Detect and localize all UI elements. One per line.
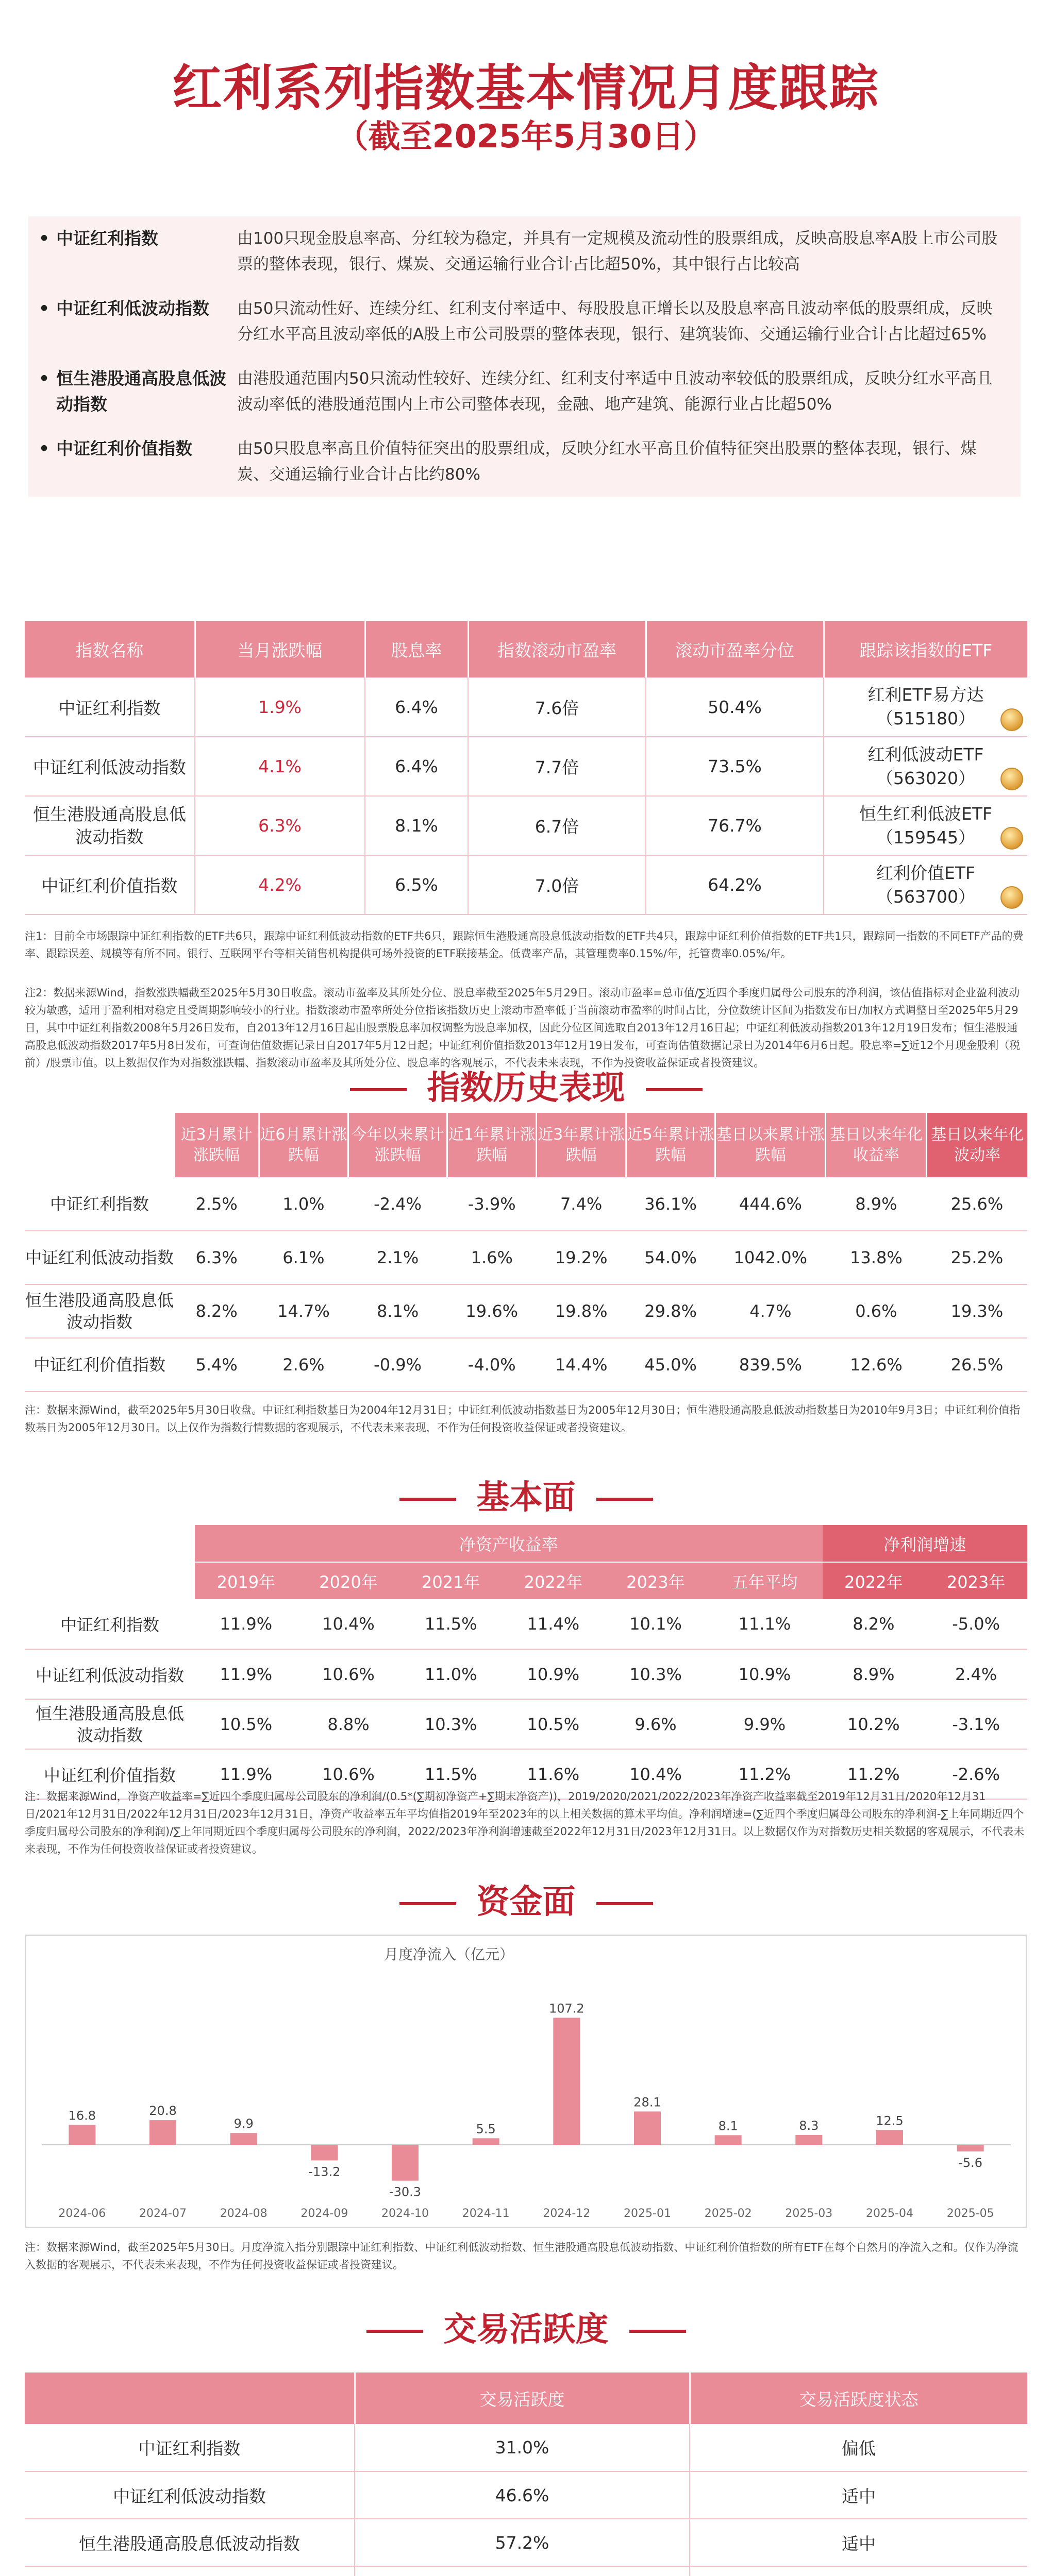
x-tick-label: 2024-07 — [139, 2207, 187, 2220]
col-header: 近6月累计涨跌幅 — [259, 1113, 348, 1177]
etf-name: 红利ETF易方达 — [867, 685, 984, 705]
col-header: 基日以来年化波动率 — [927, 1113, 1027, 1177]
cell: 29.8% — [626, 1284, 715, 1338]
chart-title: 月度净流入（亿元） — [383, 1946, 514, 1963]
table-row — [25, 1699, 1027, 1749]
cell: 25.2% — [927, 1231, 1027, 1284]
bullet-icon: • — [39, 298, 50, 318]
index-name: 中证红利低波动指数 — [25, 2471, 355, 2519]
col-header — [25, 2372, 355, 2424]
data-label: -13.2 — [308, 2164, 341, 2179]
bar-2025-04 — [876, 2130, 903, 2145]
table-row — [25, 677, 1027, 737]
cell: 10.5% — [502, 1699, 605, 1749]
table-row — [25, 2424, 1027, 2471]
cell: 25.6% — [927, 1177, 1027, 1231]
cell: 10.6% — [297, 1649, 400, 1699]
cell: 1.6% — [447, 1231, 537, 1284]
table-row — [25, 2566, 1027, 2576]
overview-header-row — [25, 621, 1027, 677]
cell: 1042.0% — [715, 1231, 826, 1284]
index-name: 恒生港股通高股息低波动指数 — [25, 2519, 355, 2566]
cell: 11.9% — [195, 1649, 297, 1699]
index-name — [25, 2566, 355, 2576]
activity-value: 46.6% — [355, 2471, 690, 2519]
table-row — [25, 1231, 1027, 1284]
dividend-yield: 6.4% — [365, 677, 468, 737]
cell: 8.1% — [348, 1284, 447, 1338]
year-header: 五年平均 — [707, 1562, 822, 1599]
pe-percentile: 64.2% — [646, 855, 824, 914]
index-name: 中证红利指数 — [25, 1177, 174, 1231]
cell: 2.4% — [925, 1649, 1027, 1699]
etf-cell — [824, 796, 1027, 855]
desc-name — [28, 296, 237, 347]
table-row — [25, 855, 1027, 914]
table-row — [25, 2519, 1027, 2566]
monthly-change: 1.9% — [195, 677, 365, 737]
data-label: 8.1 — [718, 2119, 738, 2133]
cell: -2.6% — [925, 1749, 1027, 1799]
cell: -0.9% — [348, 1338, 447, 1392]
cell: 11.5% — [399, 1749, 502, 1799]
cell: 10.9% — [707, 1649, 822, 1699]
activity-value: 57.2% — [355, 2519, 690, 2566]
index-name: 中证红利指数 — [25, 2424, 355, 2471]
activity-status — [690, 2566, 1027, 2576]
bar-2025-01 — [634, 2111, 661, 2145]
index-name: 中证红利低波动指数 — [25, 737, 195, 796]
data-label: 16.8 — [68, 2108, 96, 2123]
roe-header: 净资产收益率 — [195, 1525, 823, 1562]
overview-note-2: 注2：数据来源Wind，指数涨跌幅截至2025年5月30日收盘。滚动市盈率及其所处分位、股息率截至2025年5月29日。滚动市盈率=总市值/∑近四个季度归属母公司股东的净利润，该估值指标对企业盈利波动较为敏感，适用于盈利相对稳定且受周期影响较小的行业。指数滚动市盈率所处分位指该指数历史上滚动市盈率低于当前滚动市盈率的时间占比，分位数统计区间为指数发布日/加权方式调整日至2025年5月29日，其中中证红利指数2008年5月26日发布，自2013年12月16日起由股票股息率加权调整为股息率加权，因此分位区间选取自2013年12月16日起；中证红利低波动指数2013年12月19日发布；恒生港股通高股息低波动指数2017年5月8日发布，可查询估值数据记录日自2017年5月12日起；中证红利价值指数2013年12月19日发布，可查询估值数据记录日为2014年6月6日起。股息率=∑近12个月现金股利（税前）/股票市值。以上数据仅作为对指数涨跌幅、指数滚动市盈率及其所处分位、股息率的客观展示，不代表未来表现，不作为投资收益保证或者投资建议。 — [25, 987, 1021, 1069]
index-name: 恒生港股通高股息低波动指数 — [25, 796, 195, 855]
col-header: 跟踪该指数的ETF — [824, 621, 1027, 677]
table-row — [25, 2471, 1027, 2519]
col-header: 今年以来累计涨跌幅 — [348, 1113, 447, 1177]
cell: 11.0% — [399, 1649, 502, 1699]
fundamentals-table — [25, 1525, 1027, 1800]
cell: 10.1% — [605, 1599, 707, 1649]
funds-section-title: 资金面 — [0, 1875, 1052, 1923]
index-name: 恒生港股通高股息低波动指数 — [25, 1284, 174, 1338]
page-subtitle: （截至2025年5月30日） — [336, 117, 716, 155]
activity-section-title: 交易活跃度 — [0, 2303, 1052, 2350]
data-label: 107.2 — [548, 2001, 585, 2016]
index-name: 中证红利价值指数 — [25, 1749, 195, 1799]
data-label: 28.1 — [633, 2095, 661, 2110]
net-inflow-svg — [26, 1936, 1026, 2227]
cell: 10.9% — [502, 1649, 605, 1699]
cell: -2.4% — [348, 1177, 447, 1231]
year-header: 2022年 — [502, 1562, 605, 1599]
history-note: 注：数据来源Wind，截至2025年5月30日收盘。中证红利指数基日为2004年12月31日；中证红利低波动指数基日为2005年12月30日；恒生港股通高股息低波动指数基日为2010年9月3日；中证红利价值指数基日为2005年12月30日。以上仅作为指数行情数据的客观展示，不代表未来表现，不作为任何投资收益保证或者投资建议。 — [25, 1404, 1021, 1434]
table-row — [25, 1284, 1027, 1338]
bar-2024-12 — [553, 2018, 580, 2145]
col-header: 近3月累计涨跌幅 — [174, 1113, 259, 1177]
x-tick-label: 2025-05 — [946, 2207, 994, 2220]
index-name: 中证红利价值指数 — [25, 1338, 174, 1392]
cell: 11.2% — [823, 1749, 925, 1799]
fundamentals-section-title: 基本面 — [0, 1471, 1052, 1518]
cell: 7.4% — [537, 1177, 626, 1231]
col-header: 近3年累计涨跌幅 — [537, 1113, 626, 1177]
x-tick-label: 2024-09 — [300, 2207, 348, 2220]
cell: 4.7% — [715, 1284, 826, 1338]
x-tick-label: 2024-11 — [462, 2207, 510, 2220]
cell: -3.1% — [925, 1699, 1027, 1749]
year-header: 2019年 — [195, 1562, 297, 1599]
year-header: 2020年 — [297, 1562, 400, 1599]
col-header: 指数滚动市盈率 — [468, 621, 646, 677]
cell: 839.5% — [715, 1338, 826, 1392]
corner-cell — [25, 1525, 195, 1599]
index-name: 中证红利指数 — [25, 1599, 195, 1649]
cell: 11.9% — [195, 1599, 297, 1649]
table-row — [25, 796, 1027, 855]
activity-status: 适中 — [690, 2471, 1027, 2519]
col-header: 股息率 — [365, 621, 468, 677]
cell: 6.1% — [259, 1231, 348, 1284]
cell: 10.4% — [605, 1749, 707, 1799]
overview-table — [25, 621, 1027, 915]
cell: 10.5% — [195, 1699, 297, 1749]
etf-name: 红利价值ETF — [876, 862, 975, 883]
cell: 1.0% — [259, 1177, 348, 1231]
cell: 11.6% — [502, 1749, 605, 1799]
index-name: 中证红利价值指数 — [25, 855, 195, 914]
col-header: 交易活跃度 — [355, 2372, 690, 2424]
overview-note-1: 注1：目前全市场跟踪中证红利指数的ETF共6只，跟踪中证红利低波动指数的ETF共6只，跟踪恒生港股通高股息低波动指数的ETF共4只，跟踪中证红利价值指数的ETF共1只，跟踪同一指数的不同ETF产品的费率、跟踪误差、规模等有所不同。银行、互联网平台等相关销售机构提供可场外投资的ETF联接基金。低费率产品，其管理费率0.15%/年，托管费率0.05%/年。 — [25, 930, 1024, 960]
pe-ratio: 7.7倍 — [468, 737, 646, 796]
cell: 19.2% — [537, 1231, 626, 1284]
dividend-yield: 6.5% — [365, 855, 468, 914]
monthly-change: 4.1% — [195, 737, 365, 796]
etf-name: 红利低波动ETF — [867, 744, 984, 765]
year-header: 2022年 — [823, 1562, 925, 1599]
cell: 6.3% — [174, 1231, 259, 1284]
desc-text: 由100只现金股息率高、分红较为稳定，并具有一定规模及流动性的股票组成，反映高股息率A股上市公司股票的整体表现，银行、煤炭、交通运输行业合计占比超50%，其中银行占比较高 — [237, 229, 998, 274]
net-inflow-chart — [25, 1935, 1027, 2228]
etf-cell — [824, 737, 1027, 796]
data-label: -30.3 — [389, 2184, 422, 2199]
cell: -5.0% — [925, 1599, 1027, 1649]
pe-ratio: 7.6倍 — [468, 677, 646, 737]
cell: 444.6% — [715, 1177, 826, 1231]
data-label: 9.9 — [233, 2116, 254, 2131]
bar-2024-08 — [230, 2133, 257, 2145]
index-name: 中证红利低波动指数 — [25, 1231, 174, 1284]
table-row — [25, 1599, 1027, 1649]
bar-2025-05 — [957, 2145, 984, 2151]
cell: 10.3% — [605, 1649, 707, 1699]
table-row — [25, 1338, 1027, 1392]
bar-2024-09 — [311, 2145, 338, 2160]
history-section-title: 指数历史表现 — [0, 1061, 1052, 1109]
desc-row — [28, 357, 1021, 427]
cell: 11.4% — [502, 1599, 605, 1649]
cell: 2.6% — [259, 1338, 348, 1392]
x-tick-label: 2025-04 — [866, 2207, 913, 2220]
col-header: 近5年累计涨跌幅 — [626, 1113, 715, 1177]
dividend-yield: 6.4% — [365, 737, 468, 796]
cell: 5.4% — [174, 1338, 259, 1392]
table-row — [25, 1177, 1027, 1231]
x-tick-label: 2025-01 — [624, 2207, 671, 2220]
data-label: 20.8 — [149, 2104, 177, 2119]
x-tick-label: 2024-08 — [220, 2207, 268, 2220]
history-header-row — [25, 1113, 1027, 1177]
data-label: -5.6 — [958, 2155, 983, 2170]
table-row — [25, 1649, 1027, 1699]
bar-2025-02 — [715, 2135, 742, 2145]
activity-header-row — [25, 2372, 1027, 2424]
cell: 19.8% — [537, 1284, 626, 1338]
monthly-change: 4.2% — [195, 855, 365, 914]
etf-code: （563700） — [876, 886, 975, 907]
desc-name — [28, 436, 237, 487]
year-header: 2023年 — [925, 1562, 1027, 1599]
cell: 14.7% — [259, 1284, 348, 1338]
pe-ratio: 6.7倍 — [468, 796, 646, 855]
desc-text: 由50只流动性好、连续分红、红利支付率适中、每股股息正增长以及股息率高且波动率低的股票组成，反映分红水平高且波动率低的A股上市公司股票的整体表现，银行、建筑装饰、交通运输行业合计占比超过65% — [237, 299, 993, 344]
x-tick-label: 2024-10 — [381, 2207, 429, 2220]
activity-value — [355, 2566, 690, 2576]
desc-text: 由港股通范围内50只流动性较好、连续分红、红利支付率适中且波动率较低的股票组成，反映分红水平高且波动率低的港股通范围内上市公司整体表现，金融、地产建筑、能源行业占比超50% — [237, 369, 993, 414]
cell: 10.2% — [823, 1699, 925, 1749]
cell: 2.1% — [348, 1231, 447, 1284]
desc-name — [28, 226, 237, 277]
cell: 14.4% — [537, 1338, 626, 1392]
etf-code: （515180） — [876, 708, 975, 728]
cell: 8.8% — [297, 1699, 400, 1749]
cell: 13.8% — [826, 1231, 927, 1284]
bar-2024-07 — [149, 2120, 176, 2145]
cell: 54.0% — [626, 1231, 715, 1284]
col-header: 近1年累计涨跌幅 — [447, 1113, 537, 1177]
cell: 11.9% — [195, 1749, 297, 1799]
etf-cell — [824, 855, 1027, 914]
cell: 8.2% — [823, 1599, 925, 1649]
corner-cell — [25, 1113, 174, 1177]
cell: 0.6% — [826, 1284, 927, 1338]
bar-2024-11 — [473, 2138, 499, 2145]
bar-2024-06 — [69, 2125, 95, 2145]
index-name: 中证红利指数 — [25, 677, 195, 737]
bar-2025-03 — [795, 2135, 822, 2145]
cell: 12.6% — [826, 1338, 927, 1392]
cell: 8.9% — [823, 1649, 925, 1699]
page-title: 红利系列指数基本情况月度跟踪 — [172, 59, 880, 117]
cell: 9.9% — [707, 1699, 822, 1749]
desc-name-text: 中证红利指数 — [56, 228, 158, 248]
x-tick-label: 2025-03 — [785, 2207, 833, 2220]
cell: 26.5% — [927, 1338, 1027, 1392]
col-header: 基日以来累计涨跌幅 — [715, 1113, 826, 1177]
cell: 11.2% — [707, 1749, 822, 1799]
etf-name: 恒生红利低波ETF — [859, 803, 992, 824]
desc-row — [28, 286, 1021, 357]
col-header: 基日以来年化收益率 — [826, 1113, 927, 1177]
bar-2024-10 — [392, 2145, 419, 2181]
col-header: 当月涨跌幅 — [195, 621, 365, 677]
coin-icon — [1000, 768, 1023, 790]
pe-percentile: 76.7% — [646, 796, 824, 855]
index-name: 中证红利低波动指数 — [25, 1649, 195, 1699]
data-label: 8.3 — [799, 2118, 819, 2133]
cell: -4.0% — [447, 1338, 537, 1392]
fundamentals-note: 注：数据来源Wind，净资产收益率=∑近四个季度归属母公司股东的净利润/(0.5*(∑期初净资产+∑期末净资产))，2019/2020/2021/2022/2023年净资产收益率截至2019年12月31日/2020年12月31日/2021年12月31日/2022年12月31日/2023年12月31日，净资产收益率五年平均值指2019年至2023年的以上相关数据的算术平均值。净利润增速=(∑近四个季度归属母公司股东的净利润-∑上年同期近四个季度归属母公司股东的净利润)/∑上年同期近四个季度归属母公司股东的净利润，2022/2023年净利润增速截至2022年12月31日/2023年12月31日。以上数据仅作为对指数历史相关数据的客观展示，不代表未来表现，不作为任何投资收益保证或者投资建议。 — [25, 1790, 1025, 1855]
desc-text: 由50只股息率高且价值特征突出的股票组成，反映分红水平高且价值特征突出股票的整体表现，银行、煤炭、交通运输行业合计占比约80% — [237, 439, 977, 484]
desc-name-text: 恒生港股通高股息低波动指数 — [56, 368, 226, 414]
cell: 10.3% — [399, 1699, 502, 1749]
history-table — [25, 1113, 1027, 1392]
desc-row — [28, 427, 1021, 497]
desc-row — [28, 216, 1021, 286]
col-header: 交易活跃度状态 — [690, 2372, 1027, 2424]
x-tick-label: 2024-06 — [58, 2207, 106, 2220]
desc-name-text: 中证红利价值指数 — [56, 438, 192, 459]
funds-note: 注：数据来源Wind，截至2025年5月30日。月度净流入指分别跟踪中证红利指数、中证红利低波动指数、恒生港股通高股息低波动指数、中证红利价值指数的所有ETF在每个自然月的净流入之和。仅作为净流入数据的客观展示，不代表未来表现，不作为任何投资收益保证或者投资建议。 — [25, 2241, 1018, 2271]
etf-code: （563020） — [876, 768, 975, 788]
cell: 10.4% — [297, 1599, 400, 1649]
cell: 2.5% — [174, 1177, 259, 1231]
table-row — [25, 737, 1027, 796]
index-name: 恒生港股通高股息低波动指数 — [25, 1699, 195, 1749]
etf-cell — [824, 677, 1027, 737]
desc-name-text: 中证红利低波动指数 — [56, 298, 209, 318]
col-header: 滚动市盈率分位 — [646, 621, 824, 677]
cell: 19.6% — [447, 1284, 537, 1338]
activity-status: 适中 — [690, 2519, 1027, 2566]
coin-icon — [1000, 886, 1023, 909]
activity-value: 31.0% — [355, 2424, 690, 2471]
np-header: 净利润增速 — [823, 1525, 1027, 1562]
etf-code: （159545） — [876, 827, 975, 848]
pe-ratio: 7.0倍 — [468, 855, 646, 914]
x-tick-label: 2025-02 — [704, 2207, 752, 2220]
fundamentals-header-row — [25, 1525, 1027, 1562]
bullet-icon: • — [39, 368, 50, 388]
year-header: 2023年 — [605, 1562, 707, 1599]
pe-percentile: 73.5% — [646, 737, 824, 796]
monthly-change: 6.3% — [195, 796, 365, 855]
cell: 8.2% — [174, 1284, 259, 1338]
data-label: 12.5 — [876, 2113, 904, 2128]
x-tick-label: 2024-12 — [543, 2207, 591, 2220]
cell: 11.1% — [707, 1599, 822, 1649]
cell: 36.1% — [626, 1177, 715, 1231]
cell: 19.3% — [927, 1284, 1027, 1338]
cell: -3.9% — [447, 1177, 537, 1231]
col-header: 指数名称 — [25, 621, 195, 677]
cell: 11.5% — [399, 1599, 502, 1649]
coin-icon — [1000, 827, 1023, 850]
desc-name — [28, 366, 237, 417]
year-header: 2021年 — [399, 1562, 502, 1599]
coin-icon — [1000, 708, 1023, 731]
dividend-yield: 8.1% — [365, 796, 468, 855]
cell: 45.0% — [626, 1338, 715, 1392]
cell: 10.6% — [297, 1749, 400, 1799]
data-label: 5.5 — [476, 2122, 496, 2137]
activity-table — [25, 2372, 1027, 2576]
cell: 8.9% — [826, 1177, 927, 1231]
bullet-icon: • — [39, 228, 50, 248]
pe-percentile: 50.4% — [646, 677, 824, 737]
activity-status: 偏低 — [690, 2424, 1027, 2471]
bullet-icon: • — [39, 438, 50, 459]
index-descriptions — [28, 216, 1021, 497]
cell: 9.6% — [605, 1699, 707, 1749]
